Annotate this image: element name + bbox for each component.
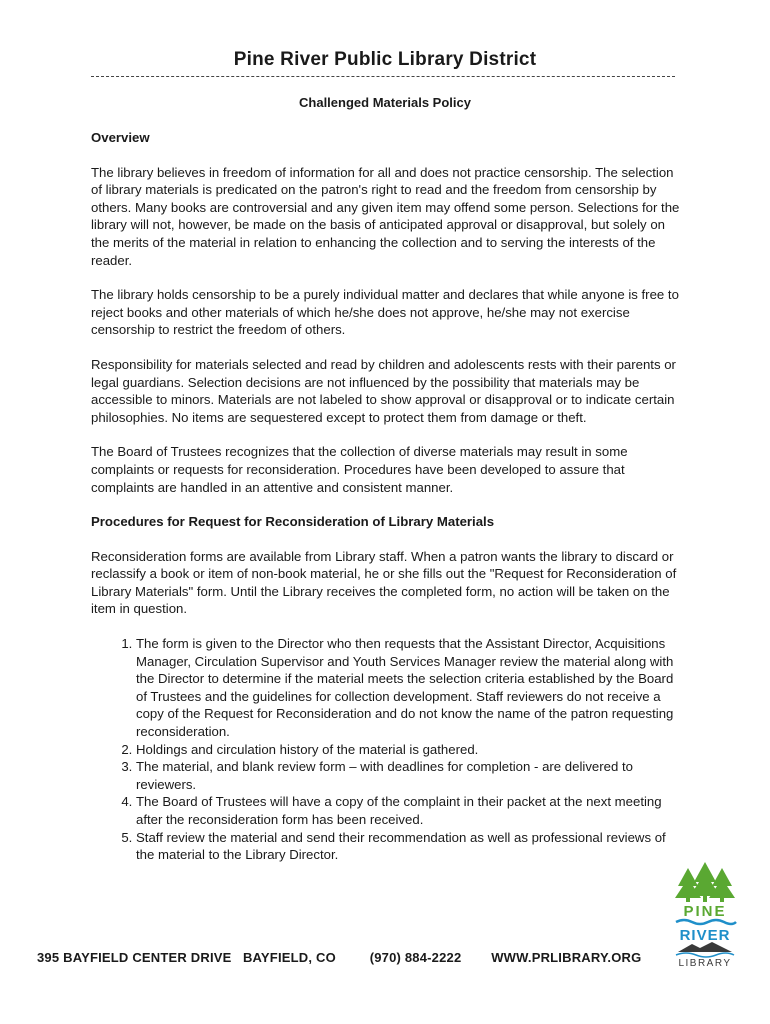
logo-word-river: RIVER — [679, 927, 731, 944]
procedure-step-5: 5. Staff review the material and send their recommendation as well as professional reviews of the material to the Library Director. — [136, 829, 685, 864]
overview-paragraph-3: Responsibility for materials selected and read by children and adolescents rests with their parents or legal guardians. Selection decisions are not influenced by the possibility that materials may be accessible to minors. Materials are not labeled to show approval or disapproval or to indicate certain philosophies. No items are sequestered except to protect them from damage or theft. — [91, 356, 676, 425]
procedure-step-1: 1. The form is given to the Director who then requests that the Assistant Director, Acquisitions Manager, Circulation Supervisor and Youth Services Manager review the material along with the Director to determine if the material meets the selection criteria established by the Board of Trustees and the guidelines for collection development. Staff reviewers do not receive a copy of the Request for Reconsideration and do not know the name of the patron requesting reconsideration. — [136, 635, 685, 741]
footer-website: WWW.PRLIBRARY.ORG — [491, 950, 642, 965]
mountain-icon — [676, 942, 734, 957]
footer-address: 395 BAYFIELD CENTER DRIVE BAYFIELD, CO — [37, 950, 336, 965]
footer-contact — [37, 950, 641, 965]
overview-paragraph-2: The library holds censorship to be a purely individual matter and declares that while anyone is free to reject books and other materials of which he/she does not approve, he/she may not exercise censorship to restrict the freedom of others. — [91, 287, 679, 338]
logo-word-pine: PINE — [683, 903, 727, 920]
policy-title: Challenged Materials Policy — [299, 95, 471, 110]
footer-phone: (970) 884-2222 — [369, 950, 462, 965]
procedures-intro: Reconsideration forms are available from Library staff. When a patron wants the library to discard or reclassify a book or item of non-book material, he or she fills out the "Request for Reconsideration of Library Materials" form. Until the Library receives the completed form, no action will be taken on the item in question. — [91, 548, 677, 617]
procedure-step-4: 4. The Board of Trustees will have a copy of the complaint in their packet at the next meeting after the reconsideration form has been received. — [136, 793, 685, 828]
pine-trees-icon — [675, 862, 735, 902]
document-body — [91, 129, 685, 864]
logo-word-library: LIBRARY — [678, 958, 732, 969]
library-logo — [672, 858, 738, 970]
overview-heading: Overview — [91, 130, 150, 145]
overview-paragraph-1: The library believes in freedom of information for all and does not practice censorship. The selection of library materials is predicated on the patron's right to read and the freedom from censorship by others. Many books are controversial and any given item may offend some person. Selections for the library will not, however, be made on the basis of anticipated approval or disapproval, but solely on the merits of the material in relation to enhancing the collection and to serving the interests of the reader. — [91, 164, 680, 268]
title-divider — [91, 76, 675, 77]
procedure-steps — [91, 635, 685, 864]
procedures-heading: Procedures for Request for Reconsideration of Library Materials — [91, 514, 495, 530]
overview-paragraph-4: The Board of Trustees recognizes that the collection of diverse materials may result in some complaints or requests for reconsideration. Procedures have been developed to assure that complaints are handled in an attentive and consistent manner. — [91, 444, 628, 495]
procedure-step-3: 3. The material, and blank review form – with deadlines for completion - are delivered to reviewers. — [136, 758, 685, 793]
procedure-step-2: 2. Holdings and circulation history of the material is gathered. — [136, 741, 685, 759]
river-waves-icon — [676, 920, 736, 924]
document-title: Pine River Public Library District — [233, 49, 537, 70]
